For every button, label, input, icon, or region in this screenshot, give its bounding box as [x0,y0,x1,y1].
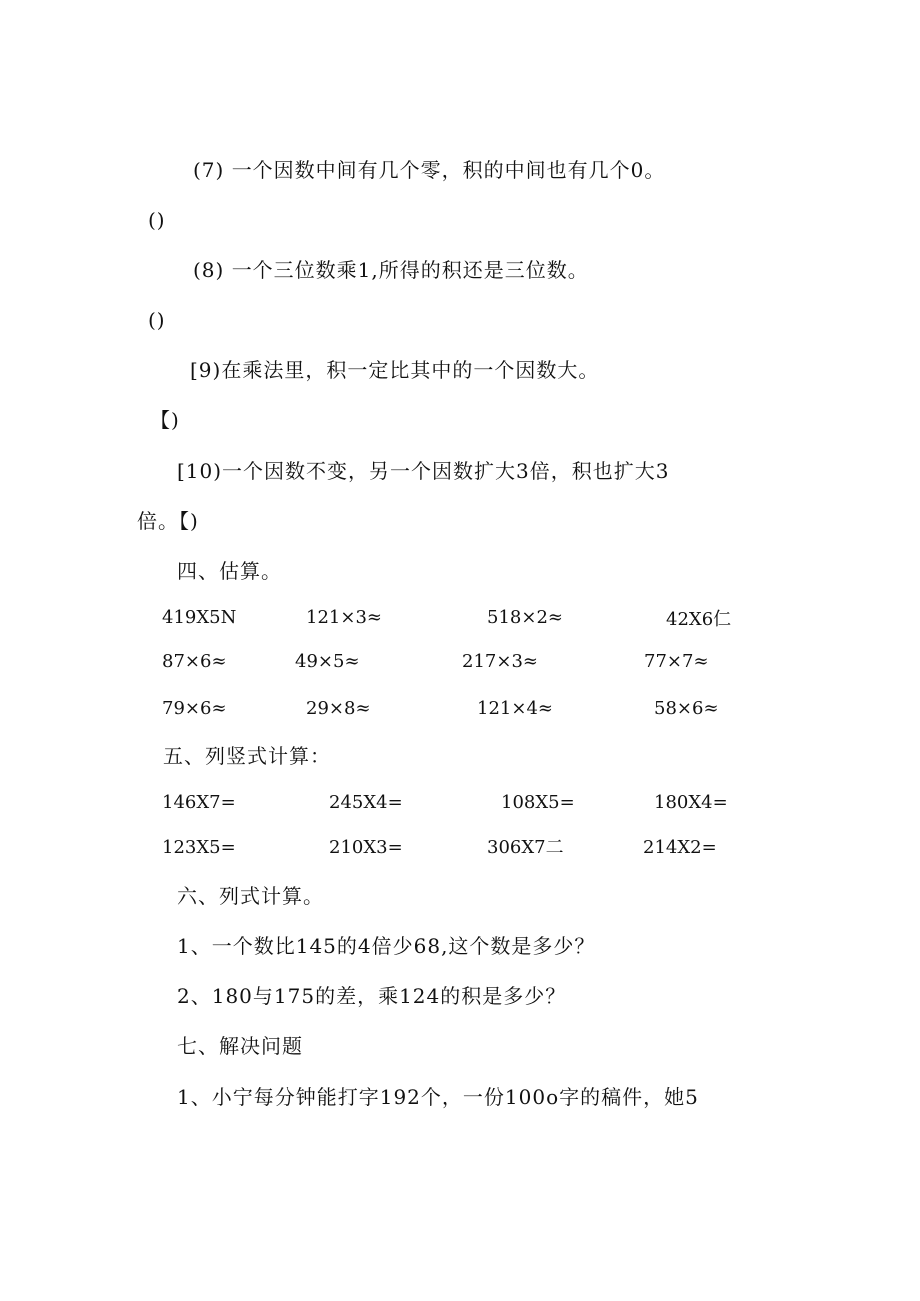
question-7-answer-blank: () [148,208,166,232]
question-10-line-2: 倍。【) [137,509,199,533]
vertical-calc-item: 245X4= [329,792,403,813]
vertical-calc-heading: 五、列竖式计算： [163,744,331,768]
formula-calc-item-1: 1、一个数比145的4倍少68,这个数是多少？ [177,934,596,958]
estimation-item: 49×5≈ [295,651,360,672]
estimation-item: 87×6≈ [162,651,227,672]
vertical-calc-item: 306X7二 [487,837,564,858]
question-8-text: (8) 一个三位数乘1,所得的积还是三位数。 [193,258,589,282]
estimation-item: 79×6≈ [162,698,227,719]
question-8-answer-blank: () [148,308,166,332]
vertical-calc-item: 180X4= [654,792,728,813]
vertical-calc-item: 146X7= [162,792,236,813]
question-10-line-1: [10)一个因数不变，另一个因数扩大3倍，积也扩大3 [177,459,670,483]
estimation-item: 518×2≈ [487,607,563,628]
problem-item-1: 1、小宁每分钟能打字192个，一份100o字的稿件，她5 [177,1085,699,1109]
estimation-item: 217×3≈ [462,651,538,672]
estimation-item: 77×7≈ [644,651,709,672]
estimation-item: 419X5N [162,607,237,628]
estimation-item: 29×8≈ [306,698,371,719]
estimation-item: 121×3≈ [306,607,382,628]
estimation-item: 58×6≈ [654,698,719,719]
formula-calc-heading: 六、列式计算。 [177,884,324,908]
question-7-text: (7) 一个因数中间有几个零，积的中间也有几个0。 [193,158,666,182]
estimation-item: 121×4≈ [477,698,553,719]
question-9-answer-blank: 【) [150,408,180,432]
vertical-calc-item: 210X3= [329,837,403,858]
vertical-calc-item: 123X5= [162,837,236,858]
question-9-text: [9)在乘法里，积一定比其中的一个因数大。 [190,358,600,382]
vertical-calc-item: 214X2= [643,837,717,858]
problems-heading: 七、解决问题 [177,1034,303,1058]
formula-calc-item-2: 2、180与175的差，乘124的积是多少？ [177,984,567,1008]
vertical-calc-item: 108X5= [501,792,575,813]
estimation-heading: 四、估算。 [177,559,282,583]
estimation-item: 42X6仁 [666,609,732,630]
